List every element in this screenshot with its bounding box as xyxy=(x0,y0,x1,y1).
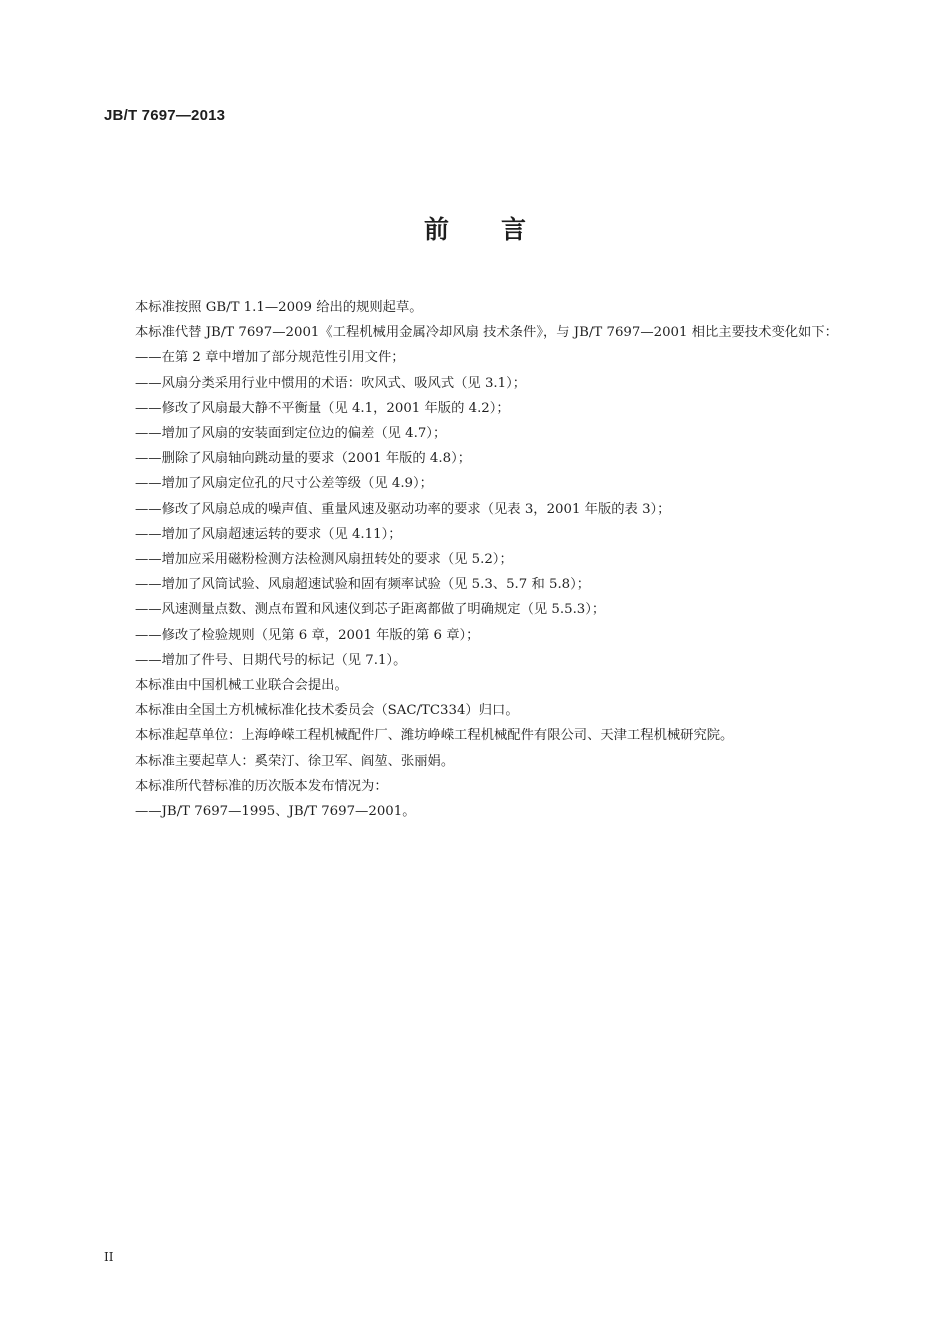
paragraph-drafting-units: 本标准起草单位：上海峥嵘工程机械配件厂、潍坊峥嵘工程机械配件有限公司、天津工程机械研究院。 xyxy=(135,728,734,744)
paragraph-drafters: 本标准主要起草人：奚荣汀、徐卫军、阎堃、张丽娟。 xyxy=(135,753,455,769)
paragraph-replaces: 本标准代替 JB/T 7697—2001《工程机械用金属冷却风扇 技术条件》，与 JB/T 7697—2001 相比主要技术变化如下： xyxy=(135,325,838,341)
page-title xyxy=(0,210,950,246)
change-item: ——在第 2 章中增加了部分规范性引用文件； xyxy=(135,350,405,366)
change-item: ——修改了风扇最大静不平衡量（见 4.1，2001 年版的 4.2）； xyxy=(135,400,510,416)
paragraph-managed-by: 本标准由全国土方机械标准化技术委员会（SAC/TC334）归口。 xyxy=(135,703,519,719)
title-char-2: 言 xyxy=(501,215,527,244)
change-item: ——增加了风扇定位孔的尺寸公差等级（见 4.9）； xyxy=(135,476,433,492)
change-item: ——风扇分类采用行业中惯用的术语：吹风式、吸风式（见 3.1）； xyxy=(135,375,527,391)
standard-code: JB/T 7697—2013 xyxy=(104,107,226,124)
change-item: ——修改了风扇总成的噪声值、重量风速及驱动功率的要求（见表 3，2001 年版的表 3）； xyxy=(135,501,671,517)
paragraph-drafting-rules: 本标准按照 GB/T 1.1—2009 给出的规则起草。 xyxy=(135,300,423,315)
change-item: ——风速测量点数、测点布置和风速仪到芯子距离都做了明确规定（见 5.5.3）； xyxy=(135,602,606,618)
foreword-body xyxy=(104,295,849,824)
change-item: ——增加了风筒试验、风扇超速试验和固有频率试验（见 5.3、5.7 和 5.8）； xyxy=(135,577,591,593)
previous-edition-item: ——JB/T 7697—1995、JB/T 7697—2001。 xyxy=(135,804,416,820)
change-item: ——修改了检验规则（见第 6 章，2001 年版的第 6 章）； xyxy=(135,627,480,643)
change-item: ——增加了件号、日期代号的标记（见 7.1）。 xyxy=(135,652,407,668)
paragraph-proposed-by: 本标准由中国机械工业联合会提出。 xyxy=(135,678,348,694)
title-char-1: 前 xyxy=(423,215,449,244)
change-item: ——增加了风扇的安装面到定位边的偏差（见 4.7）； xyxy=(135,426,447,442)
paragraph-previous-editions: 本标准所代替标准的历次版本发布情况为： xyxy=(135,778,388,794)
page-number: II xyxy=(104,1250,114,1264)
change-item: ——增加了风扇超速运转的要求（见 4.11）； xyxy=(135,526,402,542)
change-item: ——删除了风扇轴向跳动量的要求（2001 年版的 4.8）； xyxy=(135,451,472,467)
change-item: ——增加应采用磁粉检测方法检测风扇扭转处的要求（见 5.2）； xyxy=(135,552,513,568)
